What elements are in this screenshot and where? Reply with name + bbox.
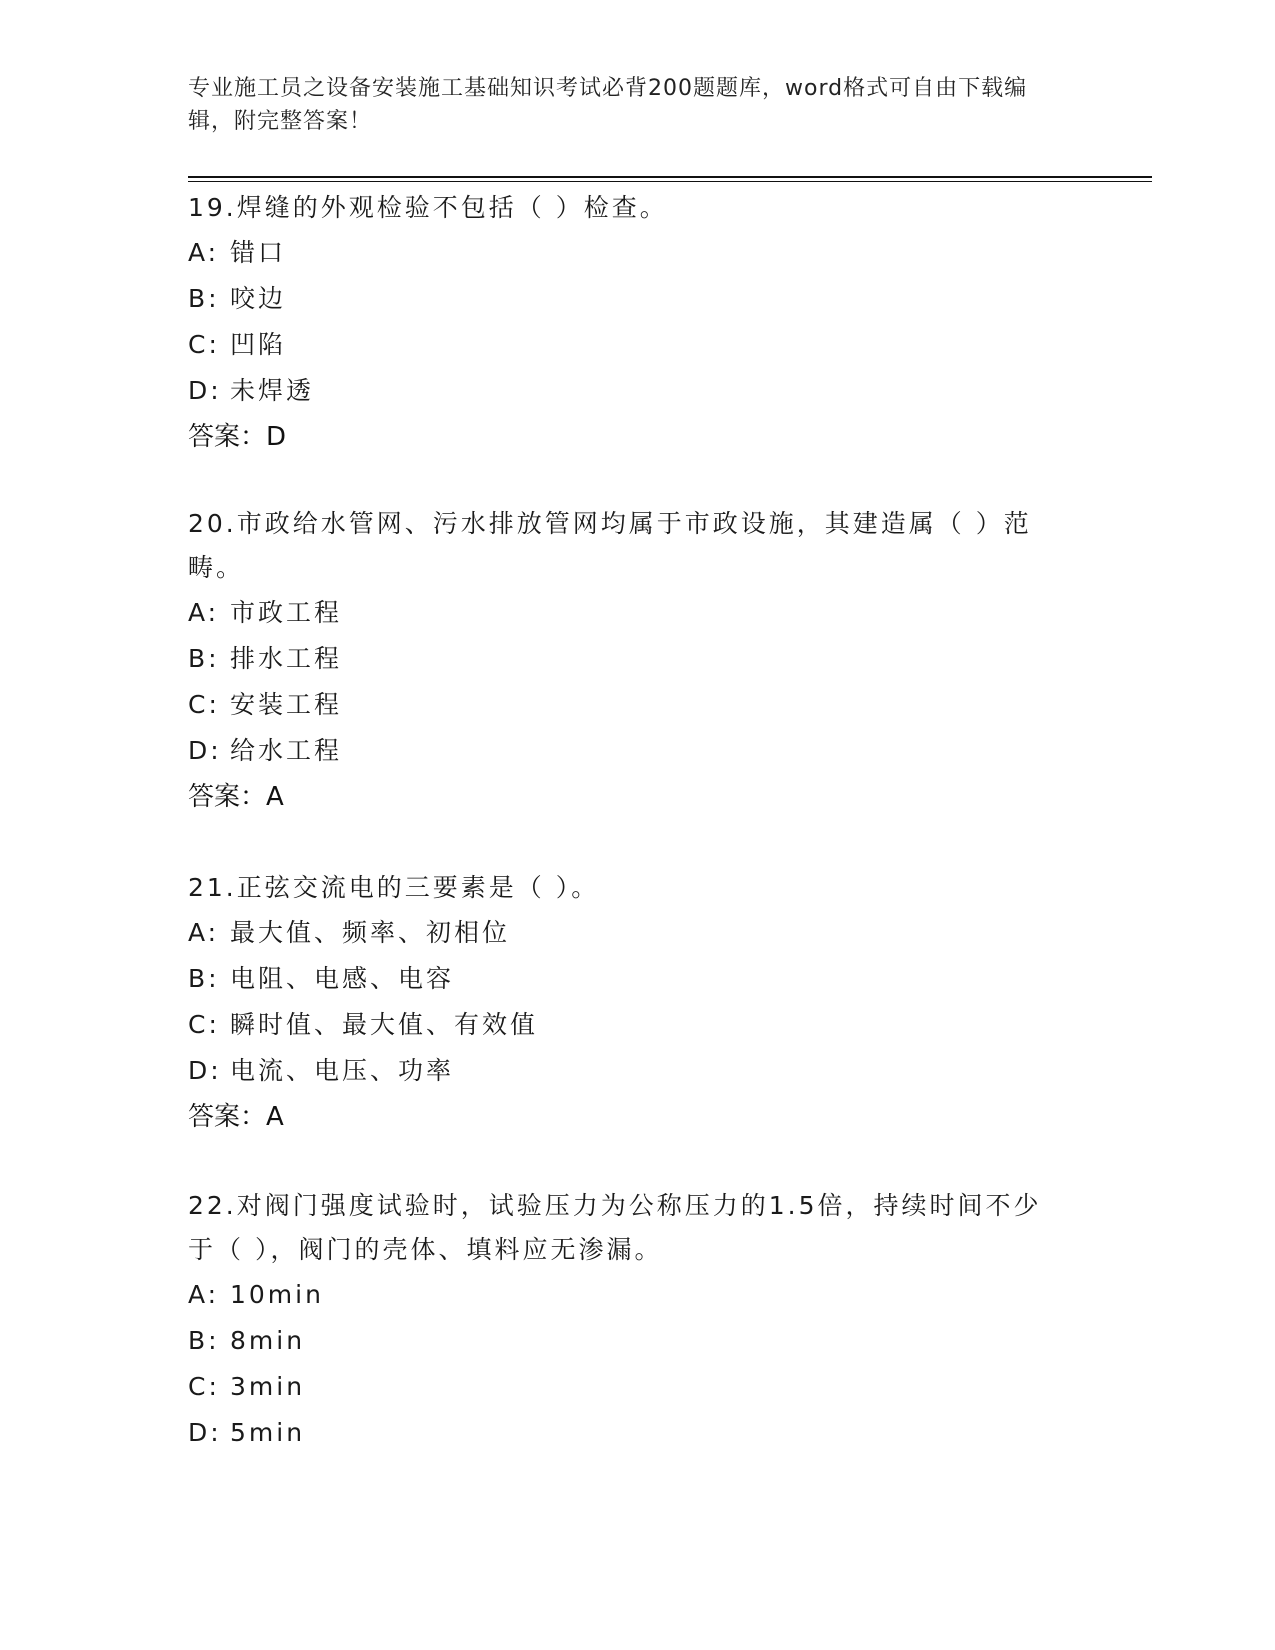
option-letter: B:	[188, 1326, 220, 1355]
option-letter: C:	[188, 690, 220, 719]
option-letter: C:	[188, 1010, 220, 1039]
option-d	[188, 1410, 1068, 1456]
option-letter: A:	[188, 918, 220, 947]
option-text: 错口	[230, 238, 287, 267]
option-text: 3min	[230, 1372, 306, 1401]
option-a	[188, 230, 1068, 276]
option-letter: D:	[188, 376, 222, 405]
option-a	[188, 1272, 1068, 1318]
option-letter: B:	[188, 644, 220, 673]
option-a	[188, 910, 1068, 956]
option-letter: C:	[188, 1372, 220, 1401]
option-letter: D:	[188, 1056, 222, 1085]
option-text: 排水工程	[230, 644, 343, 673]
question-stem: 21.正弦交流电的三要素是（ ）。	[188, 873, 600, 902]
document-header: 专业施工员之设备安装施工基础知识考试必背200题题库，word格式可自由下载编辑，附完整答案！	[188, 76, 1028, 134]
question-19	[188, 186, 1068, 460]
option-letter: D:	[188, 1418, 222, 1447]
option-letter: B:	[188, 964, 220, 993]
option-text: 市政工程	[230, 598, 343, 627]
option-d	[188, 368, 1068, 414]
option-letter: A:	[188, 238, 220, 267]
option-b	[188, 956, 1068, 1002]
option-text: 8min	[230, 1326, 306, 1355]
option-letter: B:	[188, 284, 220, 313]
option-text: 瞬时值、最大值、有效值	[230, 1010, 539, 1039]
option-letter: D:	[188, 736, 222, 765]
header-divider-thick	[188, 176, 1152, 178]
question-stem: 20.市政给水管网、污水排放管网均属于市政设施，其建造属（ ）范畴。	[188, 509, 1032, 582]
answer-line: 答案：A	[188, 1102, 284, 1132]
option-letter: C:	[188, 330, 220, 359]
option-d	[188, 1048, 1068, 1094]
option-text: 5min	[230, 1418, 306, 1447]
question-stem: 22.对阀门强度试验时，试验压力为公称压力的1.5倍，持续时间不少于（ ），阀门的壳体、填料应无渗漏。	[188, 1191, 1042, 1264]
answer-line: 答案：D	[188, 422, 287, 452]
option-c	[188, 322, 1068, 368]
question-21	[188, 866, 1068, 1140]
option-text: 最大值、频率、初相位	[230, 918, 511, 947]
option-text: 电流、电压、功率	[230, 1056, 455, 1085]
answer-line: 答案：A	[188, 782, 284, 812]
option-c	[188, 1002, 1068, 1048]
question-20	[188, 502, 1068, 820]
option-text: 给水工程	[230, 736, 343, 765]
option-b	[188, 276, 1068, 322]
header-divider-thin	[188, 181, 1152, 182]
option-text: 10min	[230, 1280, 324, 1309]
option-b	[188, 636, 1068, 682]
option-text: 咬边	[230, 284, 287, 313]
option-text: 未焊透	[230, 376, 315, 405]
option-text: 安装工程	[230, 690, 343, 719]
question-stem: 19.焊缝的外观检验不包括（ ）检查。	[188, 193, 668, 222]
option-d	[188, 728, 1068, 774]
option-text: 电阻、电感、电容	[230, 964, 455, 993]
option-b	[188, 1318, 1068, 1364]
option-text: 凹陷	[230, 330, 287, 359]
question-22	[188, 1184, 1068, 1456]
option-letter: A:	[188, 598, 220, 627]
option-a	[188, 590, 1068, 636]
option-c	[188, 682, 1068, 728]
option-c	[188, 1364, 1068, 1410]
option-letter: A:	[188, 1280, 220, 1309]
